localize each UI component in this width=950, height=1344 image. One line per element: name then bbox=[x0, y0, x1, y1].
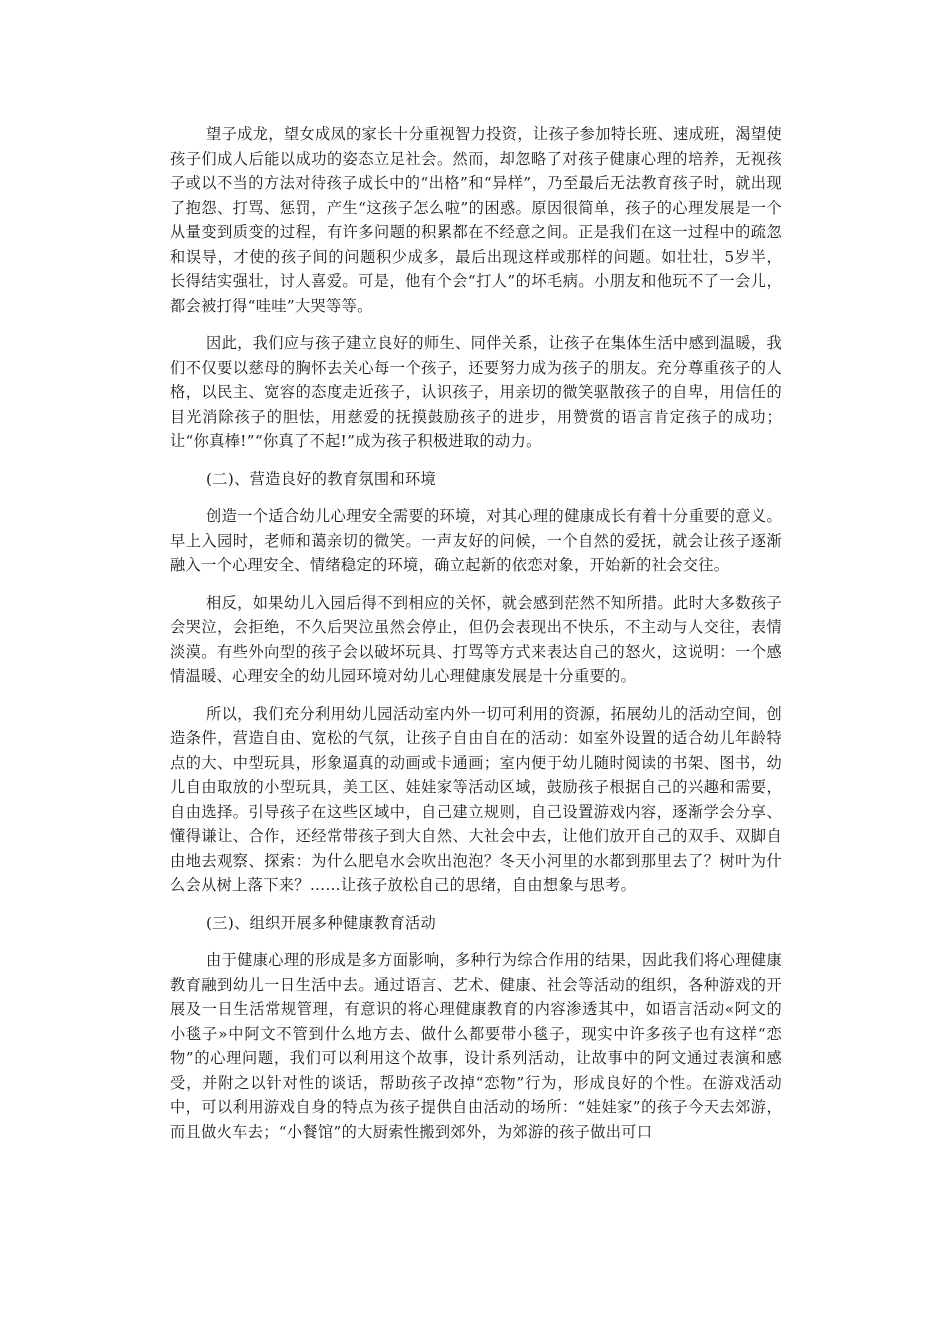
paragraph-3: 创造一个适合幼儿心理安全需要的环境，对其心理的健康成长有着十分重要的意义。早上入园时，老师和蔼亲切的微笑。一声友好的问候，一个自然的爱抚，就会让孩子逐渐融入一个心理安全、情绪稳定的环境，确立起新的依恋对象，开始新的社会交往。 bbox=[170, 507, 782, 574]
paragraph-2: 因此，我们应与孩子建立良好的师生、同伴关系，让孩子在集体生活中感到温暖，我们不仅要以慈母的胸怀去关心每一个孩子，还要努力成为孩子的朋友。充分尊重孩子的人格，以民主、宽容的态度走近孩子，认识孩子，用亲切的微笑驱散孩子的自卑，用信任的目光消除孩子的胆怯，用慈爱的抚摸鼓励孩子的进步，用赞赏的语言肯定孩子的成功；让“你真棒!”“你真了不起!”成为孩子积极进取的动力。 bbox=[170, 334, 782, 450]
paragraph-6: 由于健康心理的形成是多方面影响，多种行为综合作用的结果，因此我们将心理健康教育融到幼儿一日生活中去。通过语言、艺术、健康、社会等活动的组织，各种游戏的开展及一日生活常规管理，有意识的将心理健康教育的内容渗透其中，如语言活动«阿文的小毯子»中阿文不管到什么地方去、做什么都要带小毯子，现实中许多孩子也有这样“恋物”的心理问题，我们可以利用这个故事，设计系列活动，让故事中的阿文通过表演和感受，并附之以针对性的谈话，帮助孩子改掉“恋物”行为，形成良好的个性。在游戏活动中，可以利用游戏自身的特点为孩子提供自由活动的场所：“娃娃家”的孩子今天去郊游，而且做火车去；“小餐馆”的大厨索性搬到郊外，为郊游的孩子做出可口 bbox=[170, 951, 782, 1141]
section-heading-2: (二)、营造良好的教育氛围和环境 bbox=[206, 469, 437, 488]
paragraph-4: 相反，如果幼儿入园后得不到相应的关怀，就会感到茫然不知所措。此时大多数孩子会哭泣，会拒绝，不久后哭泣虽然会停止，但仍会表现出不快乐，不主动与人交往，表情淡漠。有些外向型的孩子会以破坏玩具、打骂等方式来表达自己的怒火，这说明：一个感情温暖、心理安全的幼儿园环境对幼儿心理健康发展是十分重要的。 bbox=[170, 593, 782, 685]
paragraph-5: 所以，我们充分利用幼儿园活动室内外一切可利用的资源，拓展幼儿的活动空间，创造条件，营造自由、宽松的气氛，让孩子自由自在的活动：如室外设置的适合幼儿年龄特点的大、中型玩具，形象逼真的动画或卡通画；室内便于幼儿随时阅读的书架、图书，幼儿自由取放的小型玩具，美工区、娃娃家等活动区域，鼓励孩子根据自己的兴趣和需要，自由选择。引导孩子在这些区域中，自己建立规则，自己设置游戏内容，逐渐学会分享、懂得谦让、合作，还经常带孩子到大自然、大社会中去，让他们放开自己的双手、双脚自由地去观察、探索：为什么肥皂水会吹出泡泡？冬天小河里的水都到那里去了？树叶为什么会从树上落下来？……让孩子放松自己的思绪，自由想象与思考。 bbox=[170, 704, 782, 894]
document-body bbox=[170, 122, 782, 1157]
paragraph-1: 望子成龙，望女成凤的家长十分重视智力投资，让孩子参加特长班、速成班，渴望使孩子们成人后能以成功的姿态立足社会。然而，却忽略了对孩子健康心理的培养，无视孩子或以不当的方法对待孩子成长中的“出格”和“异样”，乃至最后无法教育孩子时，就出现了抱怨、打骂、惩罚，产生“这孩子怎么啦”的困惑。原因很简单，孩子的心理发展是一个从量变到质变的过程，有许多问题的积累都在不经意之间。正是我们在这一过程中的疏忽和误导，才使的孩子间的问题积少成多，最后出现这样或那样的问题。如壮壮，5岁半，长得结实强壮，讨人喜爱。可是，他有个会“打人”的坏毛病。小朋友和他玩不了一会儿，都会被打得“哇哇”大哭等等。 bbox=[170, 125, 782, 315]
section-heading-3: (三)、组织开展多种健康教育活动 bbox=[206, 913, 437, 932]
